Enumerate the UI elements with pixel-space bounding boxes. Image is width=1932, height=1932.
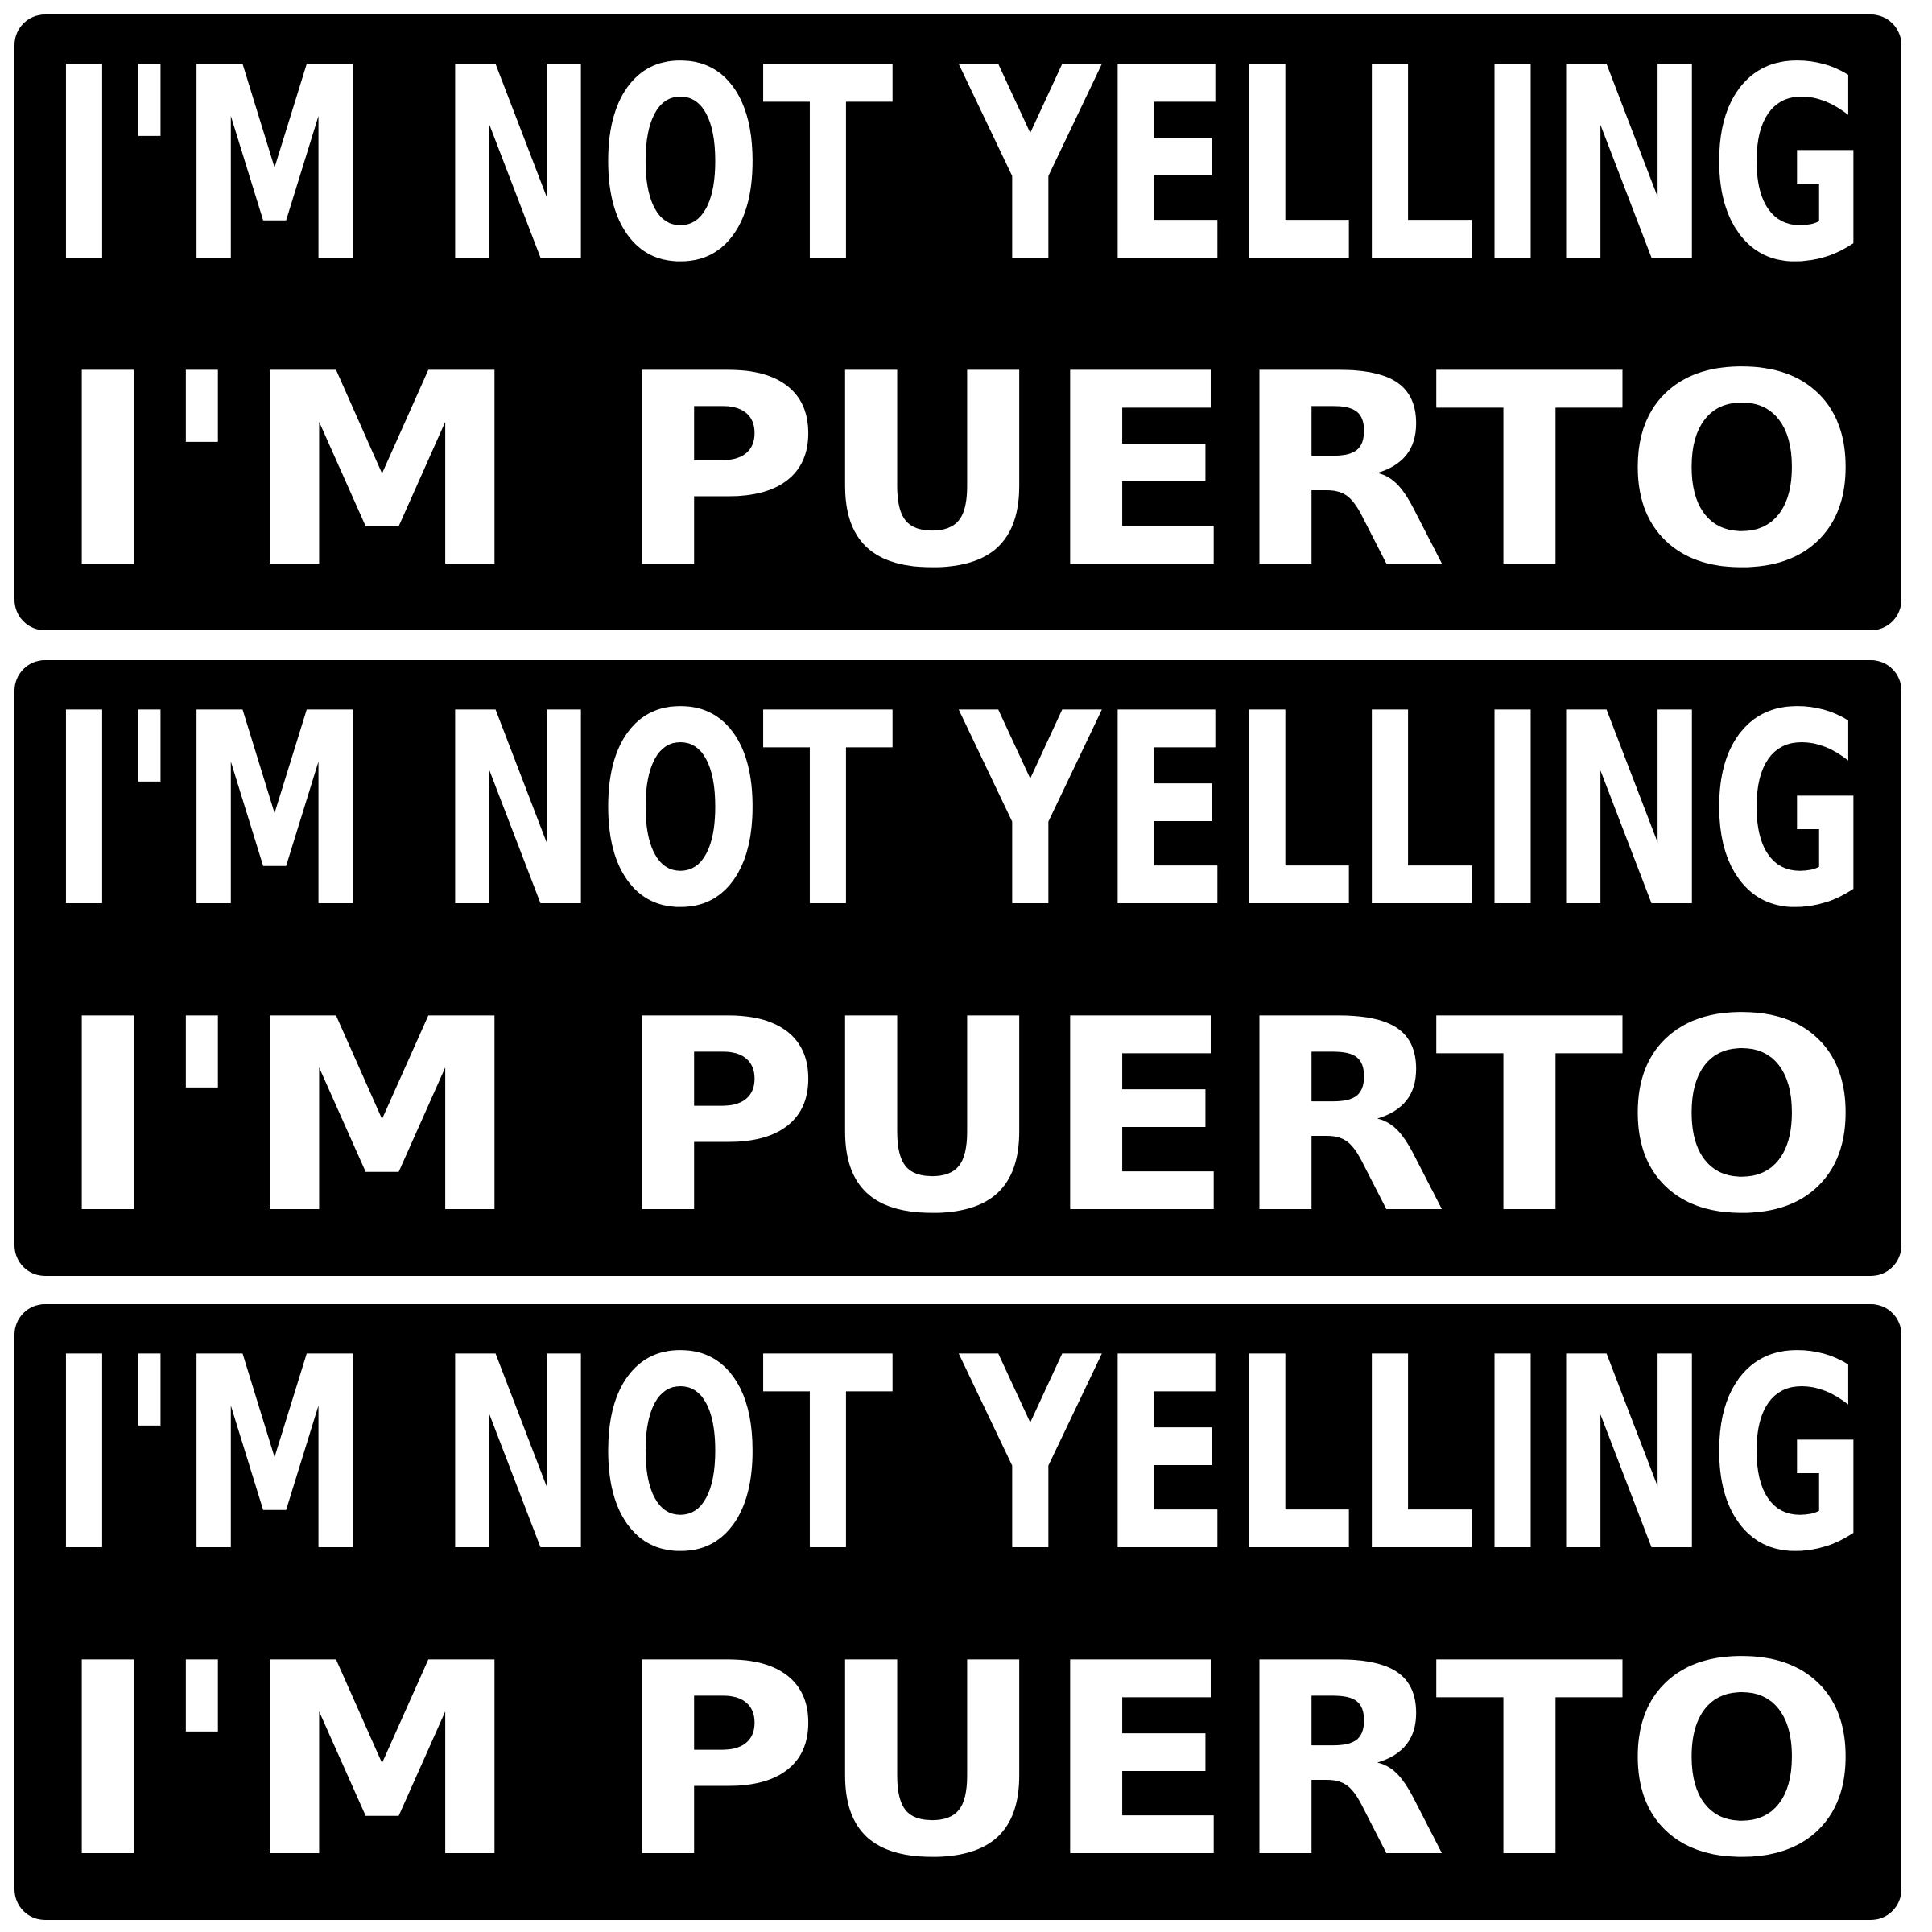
headline-line-1-graphic bbox=[14, 668, 1901, 958]
headline-line-1-graphic bbox=[14, 23, 1901, 312]
headline-line-1-graphic bbox=[14, 1312, 1901, 1602]
headline-line-2-graphic bbox=[14, 328, 1901, 618]
headline-line-2 bbox=[14, 974, 1901, 1264]
headline-line-1 bbox=[14, 668, 1901, 958]
sticker-panel bbox=[14, 660, 1901, 1276]
headline-line-1-text: I'M NOT YELLING bbox=[48, 1312, 1868, 1602]
sticker-panel bbox=[14, 14, 1901, 630]
headline-line-2-text: I'M PUERTO bbox=[56, 1618, 1860, 1908]
headline-line-1 bbox=[14, 23, 1901, 312]
headline-line-2-graphic bbox=[14, 1618, 1901, 1908]
headline-line-1-text: I'M NOT YELLING bbox=[48, 23, 1868, 312]
headline-line-2 bbox=[14, 1618, 1901, 1908]
headline-line-2 bbox=[14, 328, 1901, 618]
headline-line-2-text: I'M PUERTO bbox=[56, 328, 1860, 618]
headline-line-2-text: I'M PUERTO bbox=[56, 974, 1860, 1264]
headline-line-1-text: I'M NOT YELLING bbox=[48, 668, 1868, 958]
headline-line-1 bbox=[14, 1312, 1901, 1602]
headline-line-2-graphic bbox=[14, 974, 1901, 1264]
sticker-panel bbox=[14, 1304, 1901, 1920]
